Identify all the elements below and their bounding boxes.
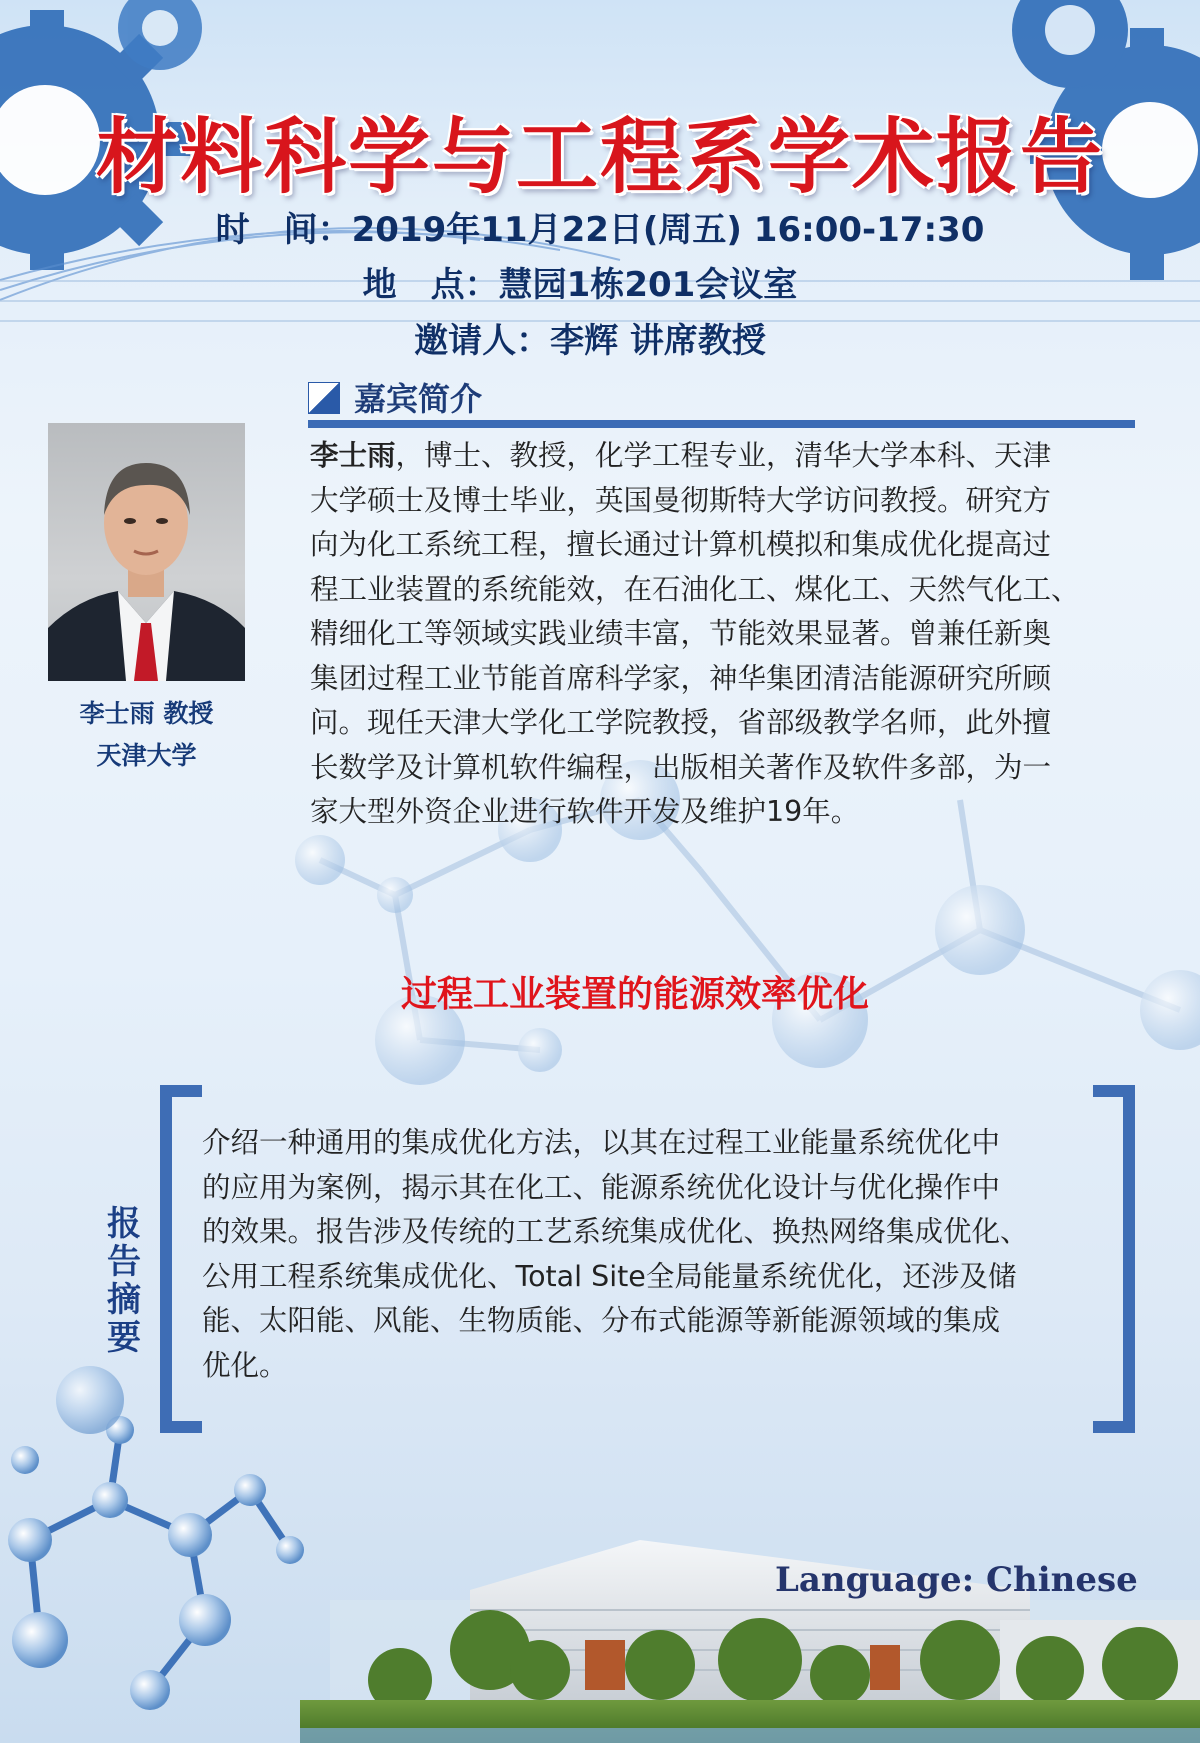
- abstract-line: 的效果。报告涉及传统的工艺系统集成优化、换热网络集成优化、: [202, 1215, 1029, 1248]
- host-value: 李辉 讲席教授: [550, 321, 766, 361]
- abstract-line: 的应用为案例，揭示其在化工、能源系统优化设计与优化操作中: [202, 1170, 1001, 1204]
- bio-line: 长数学及计算机软件编程，出版相关著作及软件多部，为一: [310, 750, 1052, 784]
- bio-speaker-name: 李士雨: [310, 439, 396, 472]
- right-bracket: [1093, 1085, 1135, 1433]
- guest-section-header: [308, 374, 1138, 418]
- report-title: 过程工业装置的能源效率优化: [400, 974, 869, 1015]
- bio-line: 集团过程工业节能首席科学家，神华集团清洁能源研究所顾: [310, 661, 1052, 695]
- time-value: 2019年11月22日(周五) 16:00-17:30: [351, 210, 985, 250]
- bio-line: 向为化工系统工程，擅长通过计算机模拟和集成优化提高过: [310, 528, 1052, 561]
- bio-line: 程工业装置的系统能效，在石油化工、煤化工、天然气化工、: [310, 572, 1080, 606]
- host-label: 邀请人：: [414, 321, 551, 361]
- speaker-name-title: 李士雨 教授: [79, 699, 214, 728]
- time-line: [0, 202, 1200, 251]
- abstract-line: 能、太阳能、风能、生物质能、分布式能源等新能源领域的集成: [202, 1304, 1001, 1337]
- abstract-line: 优化。: [202, 1348, 288, 1382]
- bio-line: 家大型外资企业进行软件开发及维护19年。: [310, 795, 860, 828]
- bio-line: 问。现任天津大学化工学院教授，省部级教学名师，此外擅: [310, 706, 1052, 739]
- abstract-line: 公用工程系统集成优化、Total Site全局能量系统优化，还涉及储: [202, 1259, 1017, 1293]
- speaker-affiliation: 天津大学: [96, 741, 197, 770]
- section-divider: [308, 420, 1135, 428]
- speaker-bio: [310, 434, 1140, 835]
- left-bracket: [160, 1085, 202, 1433]
- abstract-line: 介绍一种通用的集成优化方法，以其在过程工业能量系统优化中: [202, 1126, 1001, 1159]
- report-abstract: [202, 1121, 1092, 1388]
- place-line: [0, 257, 1180, 306]
- speaker-photo: [48, 423, 245, 681]
- bio-line: 精细化工等领域实践业绩丰富，节能效果显著。曾兼任新奥: [310, 617, 1052, 650]
- bio-line: 李士雨，博士、教授，化学工程专业，清华大学本科、天津: [310, 439, 1052, 472]
- page-title: 材料科学与工程系学术报告: [95, 110, 1104, 205]
- place-value: 慧园1栋201会议室: [498, 265, 798, 305]
- language-note: Language: Chinese: [775, 1560, 1138, 1600]
- section-marker-icon: [308, 382, 340, 414]
- bio-line: 大学硕士及博士毕业，英国曼彻斯特大学访问教授。研究方: [310, 483, 1052, 517]
- abstract-label: 报 告 摘 要: [107, 1204, 141, 1358]
- time-label: 时 间：: [215, 210, 352, 250]
- place-label: 地 点：: [362, 265, 499, 305]
- host-line: [0, 313, 1190, 362]
- section-title: 嘉宾简介: [354, 380, 483, 418]
